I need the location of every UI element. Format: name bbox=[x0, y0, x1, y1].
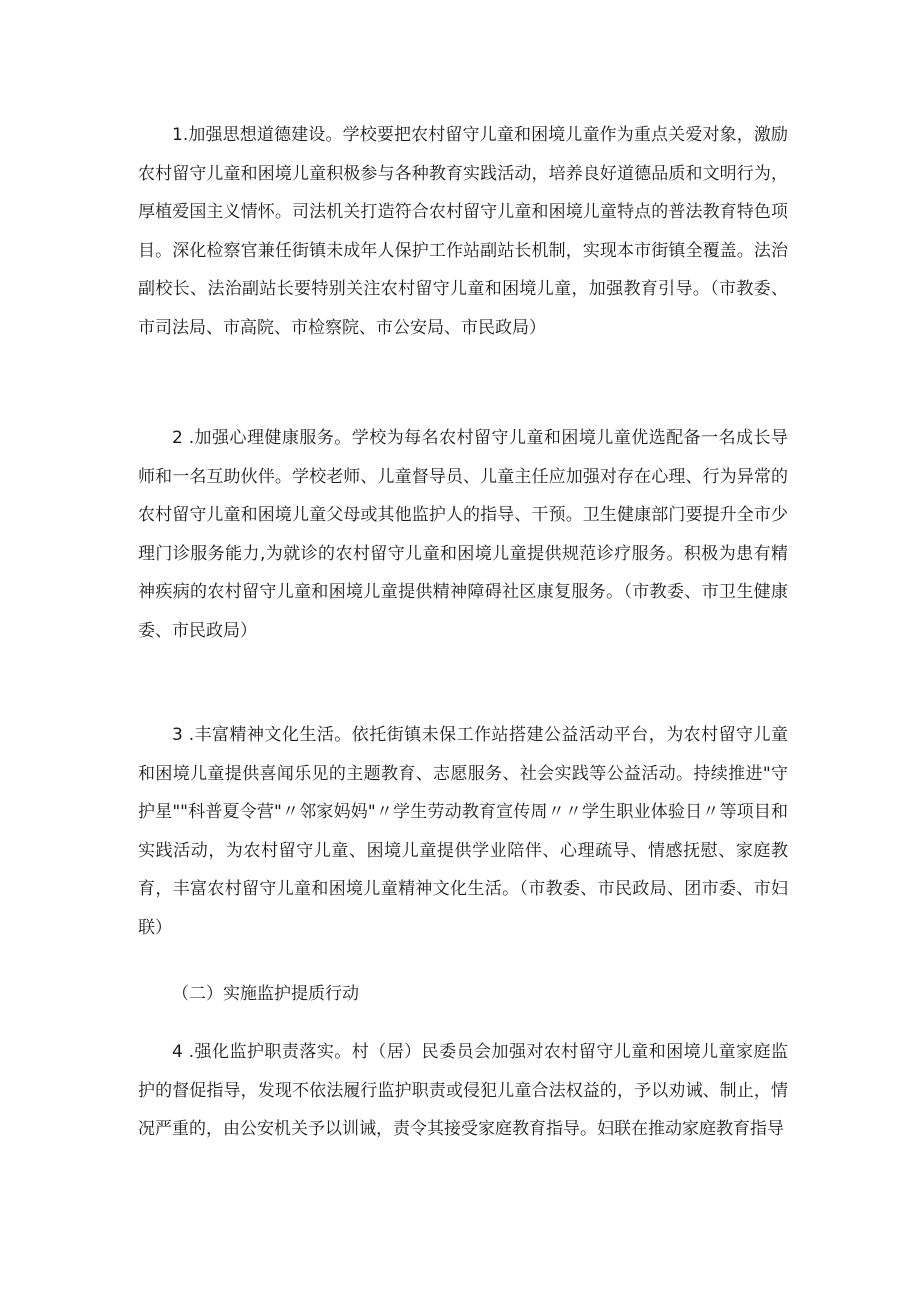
paragraph-ideological-moral-education: 1.加强思想道德建设。学校要把农村留守儿童和困境儿童作为重点关爱对象，激励农村留守儿童和困境儿童积极参与各种教育实践活动，培养良好道德品质和文明行为，厚植爱国主义情怀。司法机关打造符合农村留守儿童和困境儿童特点的普法教育特色项目。深化检察官兼任街镇未成年人保护工作站副站长机制，实现本市街镇全覆盖。法治副校长、法治副站长要特别关注农村留守儿童和困境儿童，加强教育引导。（市教委、市司法局、市高院、市检察院、市公安局、市民政局） bbox=[138, 125, 788, 338]
paragraph-mental-health-services: 2 .加强心理健康服务。学校为每名农村留守儿童和困境儿童优选配备一名成长导师和一名互助伙伴。学校老师、儿童督导员、儿童主任应加强对存在心理、行为异常的农村留守儿童和困境儿童父母或其他监护人的指导、干预。卫生健康部门要提升全市少理门诊服务能力,为就诊的农村留守儿童和困境儿童提供规范诊疗服务。积极为患有精神疾病的农村留守儿童和困境儿童提供精神障碍社区康复服务。（市教委、市卫生健康委、市民政局） bbox=[138, 428, 788, 641]
section-heading-guardianship: （二）实施监护提质行动 bbox=[172, 984, 359, 1004]
paragraph-cultural-life: 3 .丰富精神文化生活。依托街镇未保工作站搭建公益活动平台，为农村留守儿童和困境儿童提供喜闻乐见的主题教育、志愿服务、社会实践等公益活动。持续推进"守护星""科普夏令营"〃邻家妈妈"〃学生劳动教育宣传周〃〃学生职业体验日〃等项目和实践活动，为农村留守儿童、困境儿童提供学业陪伴、心理疏导、情感抚慰、家庭教育，丰富农村留守儿童和困境儿童精神文化生活。（市教委、市民政局、团市委、市妇联） bbox=[138, 725, 788, 938]
paragraph-guardianship-duties: 4 .强化监护职责落实。村（居）民委员会加强对农村留守儿童和困境儿童家庭监护的督促指导，发现不依法履行监护职责或侵犯儿童合法权益的，予以劝诫、制止，情况严重的，由公安机关予以训诫，责令其接受家庭教育指导。妇联在推动家庭教育指导 bbox=[138, 1042, 788, 1139]
